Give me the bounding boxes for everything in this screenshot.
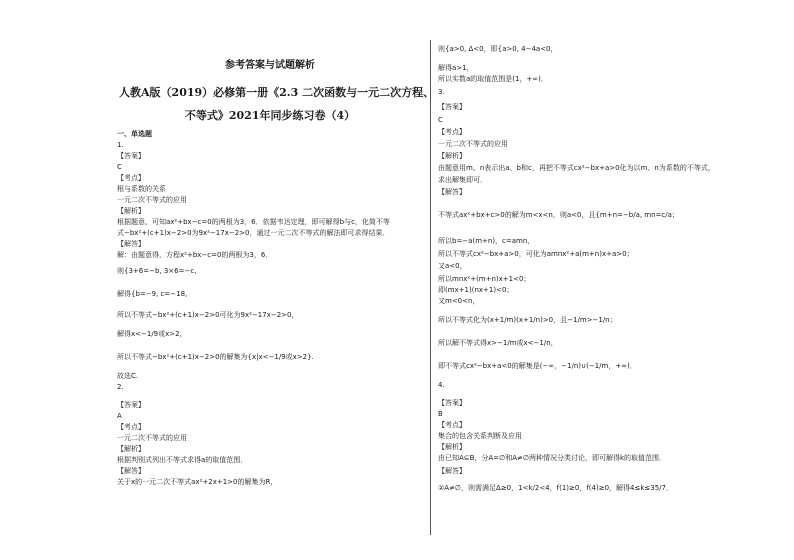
solution-label: 【解答】 [117,240,145,248]
analysis-label: 【解析】 [117,207,145,215]
solution-text: 不等式ax²+bx+c>0的解为m<x<n，则a<0，且{m+n=−b/a, mn=c/a； [438,211,679,219]
topic-item: 集合的包含关系判断及应用 [438,432,522,440]
solution-system: 则{a>0, Δ<0，即{a>0, 4−4a<0， [438,45,558,53]
analysis-text: 根据判别式列出不等式求得a的取值范围． [117,456,248,464]
analysis-label: 【解析】 [117,445,145,453]
analysis-text: 由已知A⊆B，分A=∅和A≠∅两种情况分类讨论，即可解得k的取值范围． [438,454,667,462]
topic-item: 一元二次不等式的应用 [117,434,187,442]
answer-value: A [117,412,122,420]
section-heading: 一、单选题 [117,130,152,138]
analysis-label: 【解析】 [438,443,466,451]
answer-value: C [438,116,443,124]
topic-label: 【考点】 [117,174,145,182]
answer-label: 【答案】 [438,399,466,407]
solution-system: 解得{b=−9, c=−18, [117,290,188,298]
answer-value: B [438,410,443,418]
topic-label: 【考点】 [438,128,466,136]
solution-text: ②A≠∅，则需满足Δ≥0，1<k/2<4，f(1)≥0，f(4)≥0，解得4≤k≤35/7． [438,484,673,492]
solution-text: 即(mx+1)(nx+1)<0； [438,286,514,294]
doc-subtitle-line1: 人教A版（2019）必修第一册《2.3 二次函数与一元二次方程、 [119,86,435,99]
analysis-text: 根据题意，可知ax²+bx−c=0的两根为3，6．依据韦达定理，即可解得b与c，化简不等 [117,218,390,226]
question-number: 1. [117,141,124,149]
answer-value: C [117,163,122,171]
analysis-text: 由题意用m、n表示出a、b和c，再把不等式cx²−bx+a>0化为以m、n为系数的不等式， [438,164,715,172]
solution-text: 解得x<−1/9或x>2， [117,330,187,338]
answer-label: 【答案】 [438,103,466,111]
solution-label: 【解答】 [117,467,145,475]
topic-item: 一元二次不等式的应用 [438,140,508,148]
solution-text: 所以不等式化为(x+1/m)(x+1/n)>0，且−1/m>−1/n； [438,316,617,324]
topic-item: 一元二次不等式的应用 [117,196,187,204]
topic-item: 根与系数的关系 [117,185,166,193]
solution-text: 所以解不等式得x>−1/m或x<−1/n， [438,339,558,347]
doc-title: 参考答案与试题解析 [225,60,315,71]
answer-label: 【答案】 [117,401,145,409]
solution-text: 所以不等式−bx²+(c+1)x−2>0可化为9x²−17x−2>0， [117,311,299,319]
solution-text: 所以不等式cx²−bx+a>0，可化为amnx²+a(m+n)x+a>0； [438,250,634,258]
topic-label: 【考点】 [117,423,145,431]
solution-text: 即不等式cx²−bx+a<0的解集是(−∞，−1/n)∪(−1/m，+∞)． [438,362,637,370]
solution-text: 所以不等式−bx²+(c+1)x−2>0的解集为{x|x<−1/9或x>2}. [117,353,314,361]
solution-label: 【解答】 [438,188,466,196]
question-number: 3. [438,88,445,96]
solution-text: 解：由题意得，方程x²+bx−c=0的两根为3，6． [117,251,273,259]
topic-label: 【考点】 [438,421,466,429]
column-divider [430,40,431,535]
question-number: 4. [438,381,445,389]
analysis-text: 求出解集即可． [438,176,487,184]
solution-text: 又m<0<n， [438,297,480,305]
solution-text: 解得a>1， [438,64,474,72]
solution-text: 关于x的一元二次不等式ax²+2x+1>0的解集为R， [117,478,278,486]
solution-text: 所以mnx²+(m+n)x+1<0； [438,275,531,283]
conclusion-text: 故选C. [117,372,139,380]
answer-label: 【答案】 [117,152,145,160]
solution-label: 【解答】 [438,467,466,475]
solution-text: 所以b=−a(m+n)，c=amn， [438,237,535,245]
analysis-label: 【解析】 [438,152,466,160]
solution-system: 则{3+6=−b, 3×6=−c, [117,267,197,275]
doc-subtitle-line2: 不等式》2021年同步练习卷（4） [184,109,356,122]
question-number: 2. [117,383,124,391]
solution-text: 又a<0， [438,262,467,270]
solution-text: 所以实数a的取值范围是(1，+∞)． [438,75,548,83]
analysis-text: 式−bx²+(c+1)x−2>0为9x²−17x−2>0，通过一元二次不等式的解法即可求得结果． [117,229,390,237]
